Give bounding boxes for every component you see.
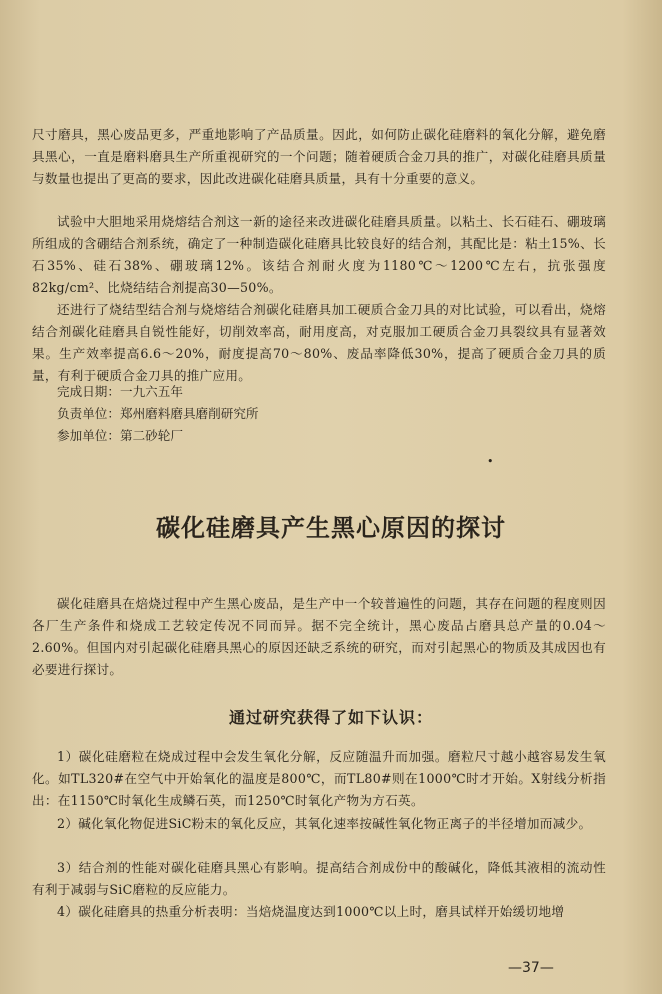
findings-subheading: 通过研究获得了如下认识： — [228, 708, 433, 727]
completion-date: 完成日期：一九六五年 — [57, 384, 183, 399]
continued-paragraph-2: 试验中大胆地采用烧熔结合剂这一新的途径来改进碳化硅磨具质量。以粘土、长石硅石、硼玻璃所组成的含硼结合剂系统，确定了一种制造碳化硅磨具比较良好的结合剂，其配比是：粘土15%、长石35%、硅石38%、硼玻璃12%。该结合剂耐火度为1180℃～1200℃左右，抗张强度82kg/cm²、比烧结结合剂提高30—50%。 — [32, 214, 606, 295]
responsible-unit: 负责单位：郑州磨料磨具磨削研究所 — [57, 406, 259, 421]
separator-mark: • — [487, 455, 494, 468]
article-intro: 碳化硅磨具在焙烧过程中产生黑心废品，是生产中一个较普遍性的问题，其存在问题的程度则因各厂生产条件和烧成工艺较定传况不同而异。据不完全统计，黑心废品占磨具总产量的0.04～2.60%。但国内对引起碳化硅磨具黑心的原因还缺乏系统的研究，而对引起黑心的物质及其成因也有必要进行探讨。 — [32, 596, 606, 677]
finding-4: 4）碳化硅磨具的热重分析表明：当焙烧温度达到1000℃以上时，磨具试样开始缓切地增 — [57, 904, 565, 919]
finding-3: 3）结合剂的性能对碳化硅磨具黑心有影响。提高结合剂成份中的酸碱化，降低其液相的流动性有利于减弱与SiC磨粒的反应能力。 — [32, 860, 606, 897]
finding-1: 1）碳化硅磨粒在烧成过程中会发生氧化分解，反应随温升而加强。磨粒尺寸越小越容易发生氧化。如TL320#在空气中开始氧化的温度是800℃，而TL80#则在1000℃时才开始。X射线分析指出：在1150℃时氧化生成鳞石英，而1250℃时氧化产物为方石英。 — [32, 749, 606, 808]
continued-paragraph-3: 还进行了烧结型结合剂与烧熔结合剂碳化硅磨具加工硬质合金刀具的对比试验，可以看出，烧熔结合剂碳化硅磨具自锐性能好，切削效率高，耐用度高，对克服加工硬质合金刀具裂纹具有显著效果。生产效率提高6.6～20%，耐度提高70～80%、废品率降低30%，提高了硬质合金刀具的质量，有利于硬质合金刀具的推广应用。 — [32, 302, 606, 383]
finding-2: 2）碱化氧化物促进SiC粉末的氧化反应，其氧化速率按碱性氧化物正离子的半径增加而减少。 — [57, 816, 592, 831]
article-title: 碳化硅磨具产生黑心原因的探讨 — [156, 514, 506, 542]
page-number: —37— — [508, 960, 554, 976]
participating-unit: 参加单位：第二砂轮厂 — [57, 428, 183, 443]
continued-paragraph-1: 尺寸磨具，黑心废品更多，严重地影响了产品质量。因此，如何防止碳化硅磨料的氧化分解，避免磨具黑心，一直是磨料磨具生产所重视研究的一个问题；随着硬质合金刀具的推广，对碳化硅磨具质量与数量也提出了更高的要求，因此改进碳化硅磨具质量，具有十分重要的意义。 — [32, 127, 606, 186]
